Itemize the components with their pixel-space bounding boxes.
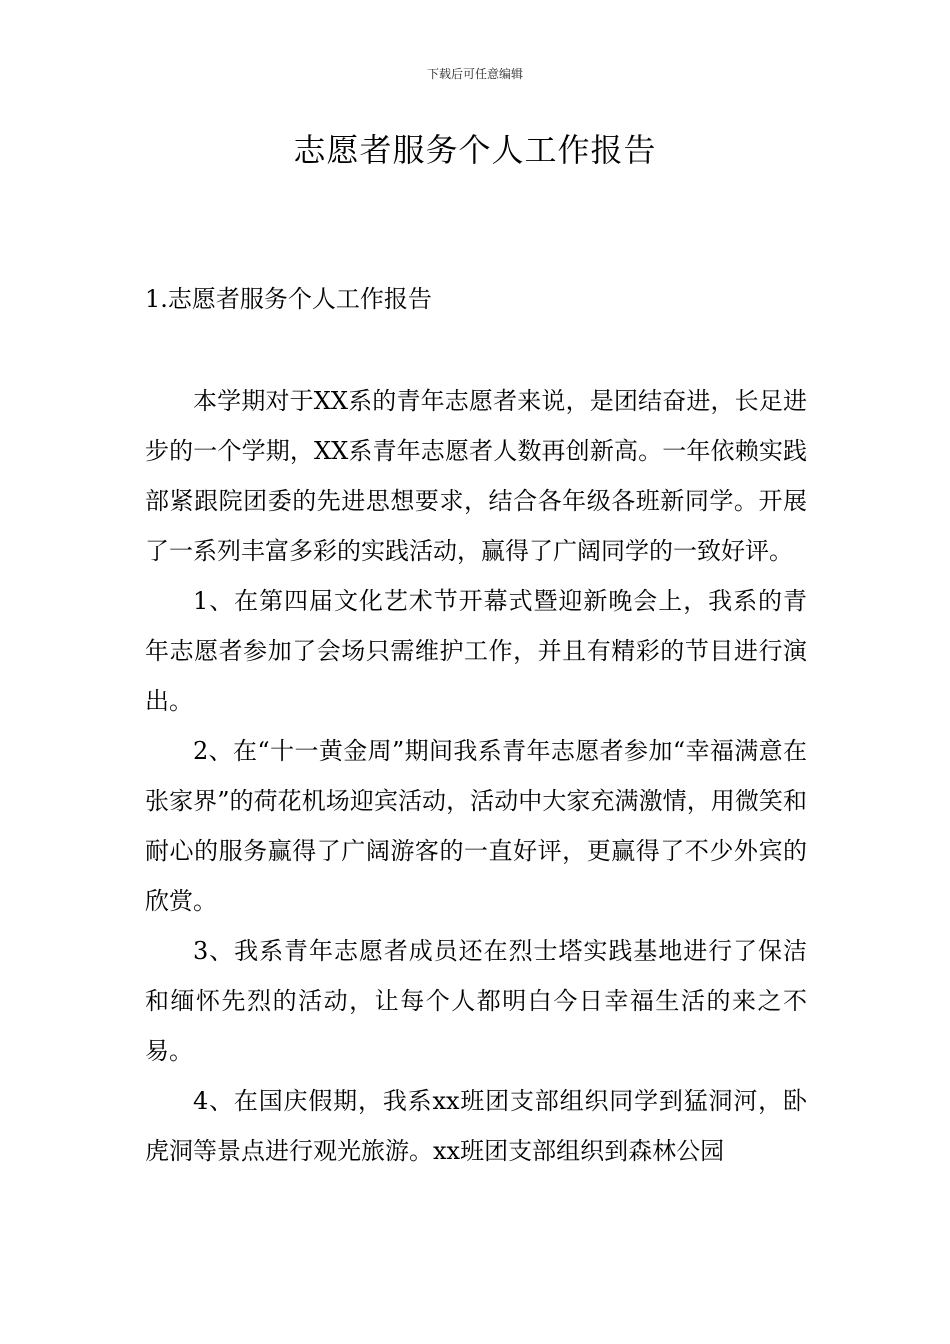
paragraph-item-4: 4、在国庆假期，我系xx班团支部组织同学到猛洞河，卧虎洞等景点进行观光旅游。xx班团支部组织到森林公园 xyxy=(145,1087,807,1165)
document-title: 志愿者服务个人工作报告 xyxy=(293,131,657,169)
header-note: 下载后可任意编辑 xyxy=(426,67,523,81)
section-heading: 1.志愿者服务个人工作报告 xyxy=(145,285,432,313)
document-body xyxy=(145,376,807,1176)
paragraph-intro: 本学期对于XX系的青年志愿者来说，是团结奋进，长足进步的一个学期，XX系青年志愿者人数再创新高。一年依赖实践部紧跟院团委的先进思想要求，结合各年级各班新同学。开展了一系列丰富多彩的实践活动，赢得了广阔同学的一致好评。 xyxy=(145,387,807,565)
paragraph-item-1: 1、在第四届文化艺术节开幕式暨迎新晚会上，我系的青年志愿者参加了会场只需维护工作，并且有精彩的节目进行演出。 xyxy=(145,587,807,715)
paragraph-item-3: 3、我系青年志愿者成员还在烈士塔实践基地进行了保洁和缅怀先烈的活动，让每个人都明白今日幸福生活的来之不易。 xyxy=(145,937,807,1065)
paragraph-item-2: 2、在“十一黄金周”期间我系青年志愿者参加“幸福满意在张家界”的荷花机场迎宾活动，活动中大家充满激情，用微笑和耐心的服务赢得了广阔游客的一直好评，更赢得了不少外宾的欣赏。 xyxy=(145,737,807,915)
